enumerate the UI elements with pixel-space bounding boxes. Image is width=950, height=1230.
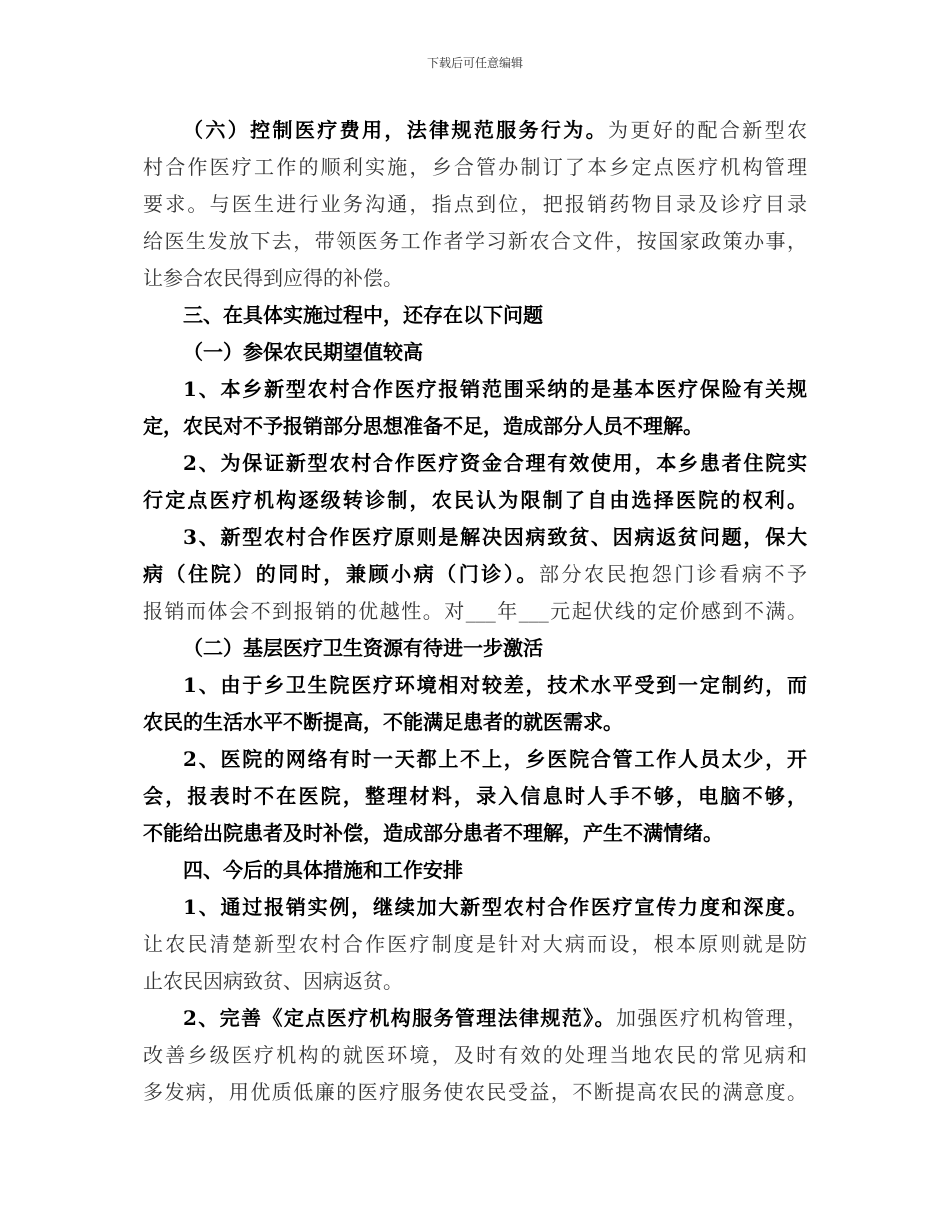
bold-text-segment: （二）基层医疗卫生资源有待进一步激活	[183, 636, 543, 660]
text-line	[143, 815, 807, 852]
text-line	[143, 408, 807, 445]
bold-text-segment: 病（住院）的同时，兼顾小病（门诊）。	[143, 562, 539, 586]
text-segment: 止农民因病致贫、因病返贫。	[143, 969, 403, 993]
text-line	[143, 926, 807, 963]
bold-text-segment: 1、通过报销实例，继续加大新型农村合作医疗宣传力度和深度。	[183, 895, 807, 919]
text-line	[143, 556, 807, 593]
text-line	[143, 186, 807, 223]
bold-text-segment: （一）参保农民期望值较高	[183, 340, 423, 364]
bold-text-segment: 1、本乡新型农村合作医疗报销范围采纳的是基本医疗保险有关规	[183, 377, 807, 401]
text-segment: 多发病，用优质低廉的医疗服务使农民受益，不断提高农民的满意度。	[143, 1080, 807, 1104]
text-line	[143, 630, 807, 667]
bold-text-segment: 不能给出院患者及时补偿，造成部分患者不理解，产生不满情绪。	[143, 821, 723, 845]
text-line	[143, 371, 807, 408]
text-segment: 加强医疗机构管理，	[615, 1006, 807, 1030]
text-segment: 报销而体会不到报销的优越性。对___年___元起伏线的定价感到不满。	[143, 599, 807, 623]
text-line	[143, 704, 807, 741]
text-segment: 给医生发放下去，带领医务工作者学习新农合文件，按国家政策办事，	[143, 229, 807, 253]
bold-text-segment: 2、完善《定点医疗机构服务管理法律规范》。	[183, 1006, 616, 1030]
text-line	[143, 667, 807, 704]
bold-text-segment: 定，农民对不予报销部分思想准备不足，造成部分人员不理解。	[143, 414, 703, 438]
text-segment: 部分农民抱怨门诊看病不予	[538, 562, 807, 586]
document-body	[143, 112, 807, 1111]
text-line	[143, 445, 807, 482]
text-line	[143, 223, 807, 260]
text-segment: 村合作医疗工作的顺利实施，乡合管办制订了本乡定点医疗机构管理	[143, 155, 807, 179]
text-line	[143, 297, 807, 334]
bold-text-segment: 会，报表时不在医院，整理材料，录入信息时人手不够，电脑不够，	[143, 784, 807, 808]
text-line	[143, 149, 807, 186]
bold-text-segment: 农民的生活水平不断提高，不能满足患者的就医需求。	[143, 710, 623, 734]
text-line	[143, 482, 807, 519]
bold-text-segment: 2、为保证新型农村合作医疗资金合理有效使用，本乡患者住院实	[183, 451, 807, 475]
bold-text-segment: 2、医院的网络有时一天都上不上，乡医院合管工作人员太少，开	[183, 747, 807, 771]
text-segment: 让参合农民得到应得的补偿。	[143, 266, 403, 290]
bold-text-segment: 行定点医疗机构逐级转诊制，农民认为限制了自由选择医院的权利。	[143, 488, 807, 512]
text-line	[143, 1000, 807, 1037]
text-line	[143, 334, 807, 371]
bold-text-segment: 1、由于乡卫生院医疗环境相对较差，技术水平受到一定制约，而	[183, 673, 807, 697]
text-segment: 改善乡级医疗机构的就医环境，及时有效的处理当地农民的常见病和	[143, 1043, 807, 1067]
text-line	[143, 963, 807, 1000]
text-line	[143, 112, 807, 149]
text-line	[143, 778, 807, 815]
text-line	[143, 852, 807, 889]
bold-text-segment: 四、今后的具体措施和工作安排	[183, 858, 463, 882]
text-line	[143, 741, 807, 778]
text-segment: 让农民清楚新型农村合作医疗制度是针对大病而设，根本原则就是防	[143, 932, 807, 956]
text-line	[143, 1037, 807, 1074]
bold-text-segment: （六）控制医疗费用，法律规范服务行为。	[183, 118, 609, 142]
bold-text-segment: 3、新型农村合作医疗原则是解决因病致贫、因病返贫问题，保大	[183, 525, 807, 549]
text-line	[143, 519, 807, 556]
text-line	[143, 889, 807, 926]
page-header: 下载后可任意编辑	[426, 56, 523, 70]
text-line	[143, 593, 807, 630]
text-line	[143, 260, 807, 297]
text-segment: 要求。与医生进行业务沟通，指点到位，把报销药物目录及诊疗目录	[143, 192, 807, 216]
text-segment: 为更好的配合新型农	[608, 118, 807, 142]
bold-text-segment: 三、在具体实施过程中，还存在以下问题	[183, 303, 543, 327]
text-line	[143, 1074, 807, 1111]
